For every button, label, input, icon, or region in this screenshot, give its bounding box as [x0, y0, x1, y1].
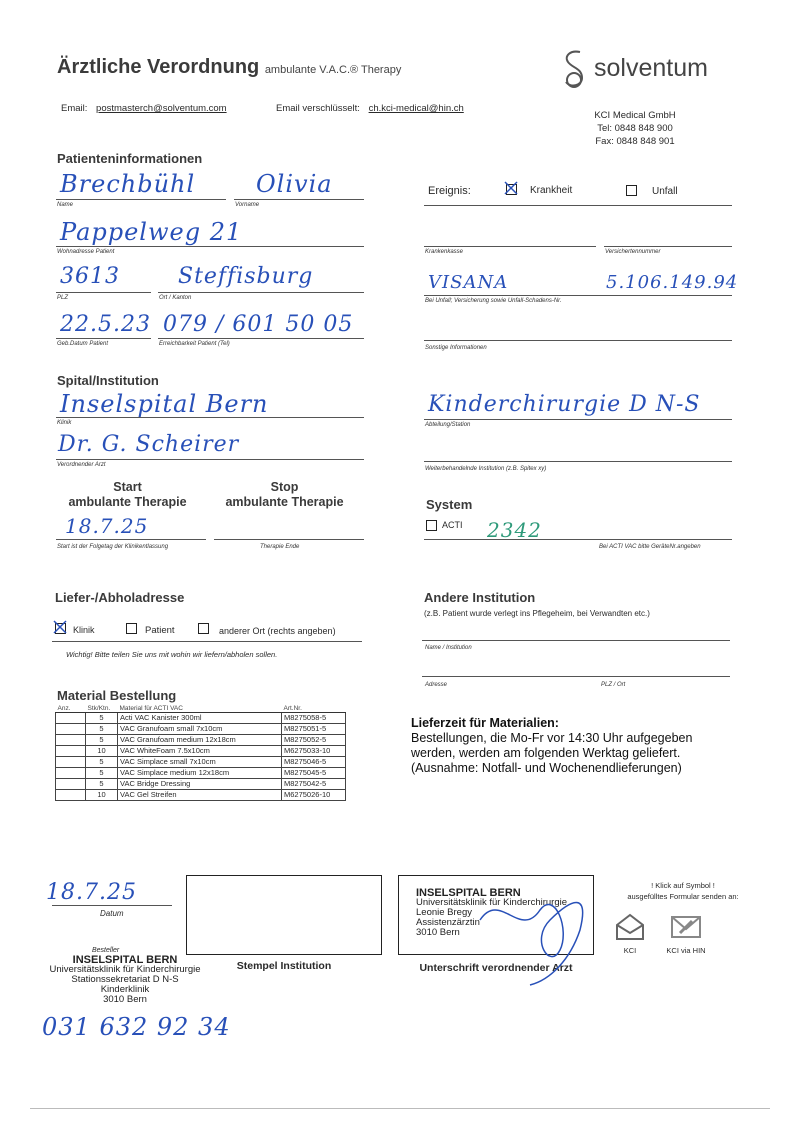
stk-cell: 10: [86, 746, 118, 757]
krankenkasse-line: [424, 246, 596, 247]
vorname-line: [234, 199, 364, 200]
geraet-value: 2342: [487, 518, 542, 542]
andere-name-line: [422, 640, 730, 641]
col-anz: Anz.: [56, 705, 86, 713]
krankheit-label: Krankheit: [530, 185, 573, 196]
geb-value: 22.5.23: [60, 312, 151, 337]
stamp-line: Leonie Bregy: [416, 907, 472, 918]
stop-heading-l2: ambulante Therapie: [225, 495, 344, 509]
anz-cell[interactable]: [56, 735, 86, 746]
table-row: [56, 746, 346, 757]
material-table: [55, 705, 346, 801]
table-row: [56, 735, 346, 746]
liefer-note: Wichtig! Bitte teilen Sie uns mit wohin wir liefern/abholen sollen.: [66, 650, 278, 659]
ereignis-label: Ereignis:: [428, 185, 471, 197]
abteilung-line: [424, 419, 732, 420]
weiter-line: [424, 461, 732, 462]
arzt-label: Verordnender Arzt: [57, 462, 106, 468]
stop-heading-l1: Stop: [270, 480, 299, 494]
ereignis-line: [424, 205, 732, 206]
material-table-header: [56, 705, 346, 713]
tel-label: Erreichbarkeit Patient (Tel): [159, 341, 230, 347]
anz-cell[interactable]: [56, 790, 86, 801]
stk-cell: 5: [86, 713, 118, 724]
versicherten-label: Versichertennummer: [605, 249, 661, 255]
stamp-line: Assistenzärztin: [416, 917, 480, 928]
material-cell: VAC Simplace small 7x10cm: [118, 757, 282, 768]
name-line: [56, 199, 226, 200]
ort-line: [158, 292, 364, 293]
system-hint: Bei ACTI VAC bitte GeräteNr.angeben: [599, 544, 701, 550]
stk-cell: 5: [86, 757, 118, 768]
start-heading: [55, 480, 200, 510]
andere-hint: (z.B. Patient wurde verlegt ins Pflegeheim, bei Verwandten etc.): [424, 609, 650, 618]
stk-cell: 5: [86, 779, 118, 790]
versicherten-line: [604, 246, 732, 247]
klinik-value: Inselspital Bern: [60, 390, 269, 418]
kci-hin-button[interactable]: [670, 913, 702, 946]
besteller-label: Besteller: [92, 947, 120, 954]
krankheit-checkbox[interactable]: [506, 184, 517, 195]
lieferzeit-line1: Bestellungen, die Mo-Fr vor 14:30 Uhr aufgegeben: [411, 731, 693, 745]
kci-hin-label: KCI via HIN: [666, 946, 706, 955]
table-row: [56, 779, 346, 790]
spital-heading: Spital/Institution: [57, 373, 159, 388]
email-enc-link[interactable]: ch.kci-medical@hin.ch: [368, 103, 464, 114]
datum-value: 18.7.25: [46, 880, 137, 905]
anz-cell[interactable]: [56, 757, 86, 768]
vorname-label: Vorname: [235, 202, 260, 208]
col-material: Material für ACTI VAC: [118, 705, 282, 713]
lieferzeit-line3: (Ausnahme: Notfall- und Wochenendlieferungen): [411, 761, 682, 775]
stk-cell: 5: [86, 724, 118, 735]
material-cell: VAC Simplace medium 12x18cm: [118, 768, 282, 779]
stamp-line: Universitätsklinik für Kinderchirurgie: [416, 897, 567, 908]
stamp-line: Universitätsklinik für Kinderchirurgie: [49, 964, 201, 975]
company-name: KCI Medical GmbH: [594, 110, 676, 121]
material-cell: VAC Granufoam small 7x10cm: [118, 724, 282, 735]
lieferzeit-heading: Lieferzeit für Materialien:: [411, 716, 559, 730]
acti-checkbox[interactable]: [426, 520, 437, 531]
email-label: Email:: [61, 103, 88, 114]
solventum-s-icon: [560, 48, 588, 90]
art-cell: M8275042-5: [282, 779, 346, 790]
lieferzeit-block: [411, 716, 692, 776]
klinik-label: Klinik: [57, 420, 72, 426]
company-block: [560, 109, 710, 148]
andere-heading: Andere Institution: [424, 590, 536, 605]
stamp-line: INSELSPITAL BERN: [72, 954, 178, 966]
email-link[interactable]: postmasterch@solventum.com: [96, 103, 227, 114]
weiter-label: Weiterbehandelnde Institution (z.B. Spitex xy): [425, 466, 547, 472]
system-heading: System: [426, 497, 473, 512]
liefer-patient-checkbox[interactable]: [126, 623, 137, 634]
patient-heading: Patienteninformationen: [57, 151, 203, 166]
datum-line: [52, 905, 172, 906]
start-label: Start ist der Folgetag der Klinikentlassung: [57, 544, 169, 550]
email-enc-label: Email verschlüsselt:: [276, 103, 360, 114]
patient-name-value: Brechbühl: [60, 170, 196, 198]
adresse-line: [56, 246, 364, 247]
unfall-line: [424, 295, 732, 296]
adresse-label: Wohnadresse Patient: [57, 249, 115, 255]
ort-label: Ort / Kanton: [159, 295, 192, 301]
stk-cell: 5: [86, 735, 118, 746]
plz-value: 3613: [60, 264, 120, 289]
unfall-versicherung-label: Bei Unfall; Versicherung sowie Unfall-Schadens-Nr.: [425, 298, 562, 304]
anz-cell[interactable]: [56, 779, 86, 790]
name-label: Name: [57, 202, 74, 208]
table-row: [56, 724, 346, 735]
stop-heading: [212, 480, 357, 510]
start-value: 18.7.25: [65, 514, 149, 538]
klick-text: ! Klick auf Symbol !: [651, 881, 715, 890]
start-line: [56, 539, 206, 540]
stamp-line: Stationssekretariat D N-S: [71, 974, 179, 985]
material-cell: Acti VAC Kanister 300ml: [118, 713, 282, 724]
unterschrift-label: Unterschrift verordnender Arzt: [419, 962, 573, 974]
sonstige-label: Sonstige Informationen: [425, 345, 487, 351]
table-row: [56, 757, 346, 768]
stk-cell: 10: [86, 790, 118, 801]
adresse-value: Pappelweg 21: [60, 218, 243, 246]
check-x-icon: [53, 620, 67, 634]
kasse-value: VISANA: [428, 272, 509, 293]
andere-adresse-line: [422, 676, 730, 677]
liefer-anderer-label: anderer Ort (rechts angeben): [219, 626, 336, 636]
besteller-phone: 031 632 92 34: [42, 1013, 231, 1041]
art-cell: M8275052-5: [282, 735, 346, 746]
plz-line: [56, 292, 151, 293]
patient-vorname-value: Olivia: [256, 170, 333, 198]
lieferzeit-line2: werden, werden am folgenden Werktag geliefert.: [411, 746, 681, 760]
page-title: [57, 56, 401, 79]
company-tel: Tel: 0848 848 900: [597, 123, 673, 134]
datum-label: Datum: [100, 909, 124, 918]
arzt-line: [56, 459, 364, 460]
anz-cell[interactable]: [56, 768, 86, 779]
abteilung-label: Abteilung/Station: [425, 422, 471, 428]
plz-label: PLZ: [57, 295, 69, 301]
art-cell: M6275026-10: [282, 790, 346, 801]
ende-label: Therapie Ende: [260, 544, 300, 550]
art-cell: M8275045-5: [282, 768, 346, 779]
material-cell: VAC Bridge Dressing: [118, 779, 282, 790]
bottom-rule: [30, 1108, 770, 1109]
send-block: [598, 880, 768, 902]
material-cell: VAC WhiteFoam 7.5x10cm: [118, 746, 282, 757]
art-cell: M6275033-10: [282, 746, 346, 757]
col-art: Art.Nr.: [282, 705, 346, 713]
table-row: [56, 768, 346, 779]
liefer-anderer-checkbox[interactable]: [198, 623, 209, 634]
liefer-heading: Liefer-/Abholadresse: [55, 590, 185, 605]
envelope-icon: [615, 913, 645, 941]
unfall-checkbox[interactable]: [626, 185, 637, 196]
art-cell: M8275051-5: [282, 724, 346, 735]
material-rows: [56, 713, 346, 801]
stamp-line: INSELSPITAL BERN: [416, 887, 521, 899]
acti-label: ACTI: [442, 520, 463, 530]
tel-line: [158, 338, 364, 339]
versicherten-value: 5.106.149.94: [606, 272, 739, 293]
ende-line: [214, 539, 364, 540]
col-stk: Stk/Ktn.: [86, 705, 118, 713]
andere-adresse-label: Adresse: [425, 682, 448, 688]
anz-cell[interactable]: [56, 724, 86, 735]
kci-label: KCI: [623, 946, 637, 955]
stamp-line: Kinderklinik: [100, 984, 150, 995]
stamp-line: 3010 Bern: [103, 994, 147, 1005]
anz-cell[interactable]: [56, 713, 86, 724]
klinik-line: [56, 417, 364, 418]
secure-envelope-icon: [670, 913, 702, 941]
stamp-line: 3010 Bern: [416, 927, 460, 938]
geb-line: [56, 338, 151, 339]
start-heading-l2: ambulante Therapie: [68, 495, 187, 509]
abteilung-value: Kinderchirurgie D N-S: [428, 392, 701, 417]
table-row: [56, 713, 346, 724]
material-cell: VAC Gel Streifen: [118, 790, 282, 801]
start-heading-l1: Start: [113, 480, 142, 494]
stk-cell: 5: [86, 768, 118, 779]
material-cell: VAC Granufoam medium 12x18cm: [118, 735, 282, 746]
stempel-box: [186, 875, 382, 955]
unfall-label: Unfall: [652, 186, 678, 197]
brand-logo: [560, 48, 588, 95]
art-cell: M8275058-5: [282, 713, 346, 724]
arzt-value: Dr. G. Scheirer: [58, 432, 240, 457]
email-row: [61, 103, 227, 114]
check-x-icon: [504, 181, 518, 195]
geb-label: Geb.Datum Patient: [57, 341, 109, 347]
krankenkasse-label: Krankenkasse: [425, 249, 464, 255]
send-text: ausgefülltes Formular senden an:: [627, 892, 739, 901]
subtitle-text: ambulante V.A.C.® Therapy: [264, 64, 402, 76]
email-enc-row: [276, 103, 464, 114]
company-fax: Fax: 0848 848 901: [595, 136, 675, 147]
liefer-klinik-checkbox[interactable]: [55, 623, 66, 634]
table-row: [56, 790, 346, 801]
title-text: Ärztliche Verordnung: [57, 56, 260, 78]
liefer-klinik-label: Klinik: [73, 625, 95, 635]
sonstige-line: [424, 340, 732, 341]
kci-mail-button[interactable]: [615, 913, 645, 946]
andere-plz-label: PLZ / Ort: [601, 682, 626, 688]
brand-name: solventum: [594, 54, 708, 82]
anz-cell[interactable]: [56, 746, 86, 757]
tel-value: 079 / 601 50 05: [163, 312, 354, 337]
stempel-label: Stempel Institution: [236, 960, 332, 972]
ort-value: Steffisburg: [178, 264, 314, 289]
liefer-line: [52, 641, 362, 642]
system-line: [424, 539, 732, 540]
art-cell: M8275046-5: [282, 757, 346, 768]
liefer-patient-label: Patient: [145, 625, 175, 636]
signature-scribble: [470, 880, 600, 990]
andere-name-label: Name / Institution: [425, 645, 472, 651]
material-heading: Material Bestellung: [57, 688, 177, 703]
